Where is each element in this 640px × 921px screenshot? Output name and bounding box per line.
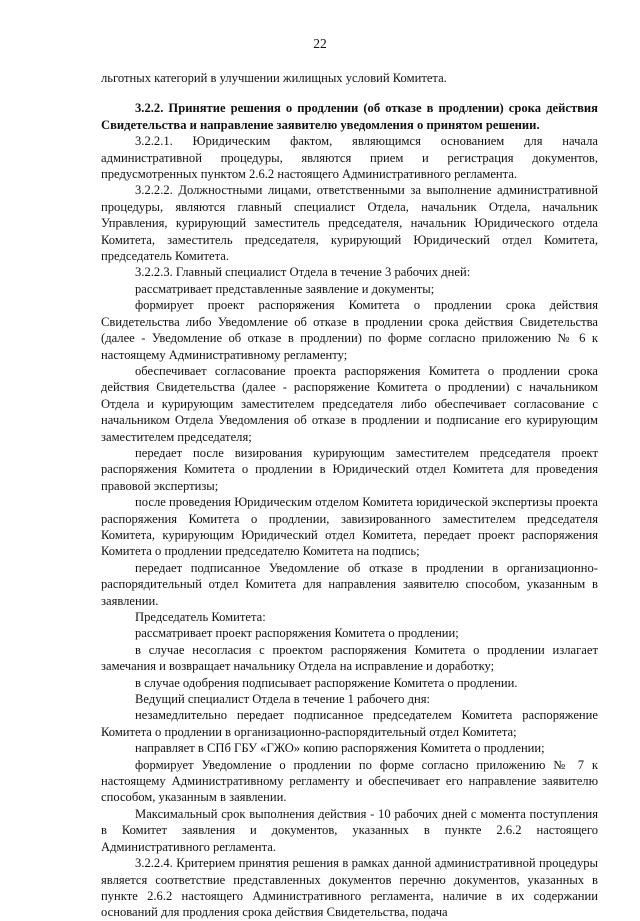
paragraph: Максимальный срок выполнения действия - 10 рабочих дней с момента поступления в Комитет заявления и документов, указанных в пункте 2.6.2 настоящего Административного регламента.	[101, 806, 598, 854]
paragraph: в случае одобрения подписывает распоряжение Комитета о продлении.	[135, 675, 518, 690]
paragraph: незамедлительно передает подписанное председателем Комитета распоряжение Комитета о продлении в организационно-распорядительный отдел Комитета;	[101, 708, 598, 739]
paragraph: Председатель Комитета:	[135, 610, 266, 624]
paragraph: 3.2.2.2. Должностными лицами, ответственными за выполнение административной процедуры, являются главный специалист Отдела, начальник Отдела, начальник Управления, курирующий заместитель председателя, начальник Юридического отдела Комитета, заместитель председателя, курирующий Юридический отдел Комитета, председатель Комитета.	[101, 183, 598, 264]
paragraph: передает после визирования курирующим заместителем председателя проект распоряжения Комитета о продлении в Юридический отдел Комитета для проведения правовой экспертизы;	[101, 445, 598, 493]
paragraph: формирует Уведомление о продлении по форме согласно приложению № 7 к настоящему Административному регламенту и обеспечивает его направление заявителю способом, указанным в заявлении.	[101, 757, 598, 805]
paragraph: 3.2.2.3. Главный специалист Отдела в течение 3 рабочих дней:	[135, 265, 471, 280]
paragraph: Ведущий специалист Отдела в течение 1 рабочего дня:	[135, 692, 431, 707]
paragraph: направляет в СПб ГБУ «ГЖО» копию распоряжения Комитета о продлении;	[135, 741, 545, 756]
paragraph: передает подписанное Уведомление об отказе в продлении в организационно-распорядительный отдел Комитета для направления заявителю способом, указанным в заявлении.	[101, 560, 598, 608]
paragraph: формирует проект распоряжения Комитета о продлении срока действия Свидетельства либо Уведомление об отказе в продлении срока действия Свидетельства (далее - Уведомление об отказе в продлении) по форме согласно приложению № 6 к настоящему Административному регламенту;	[101, 298, 598, 362]
paragraph: льготных категорий в улучшении жилищных условий Комитета.	[101, 71, 447, 85]
paragraph: 3.2.2.4. Критерием принятия решения в рамках данной административной процедуры является соответствие представленных документов перечню документов, указанных в пункте 2.6.2 настоящего Административного регламента, наличие в их содержании оснований для продления срока действия Свидетельства, подача	[101, 856, 598, 920]
document-body	[101, 70, 598, 921]
page-number: 22	[313, 36, 327, 51]
paragraph: рассматривает проект распоряжения Комитета о продлении;	[135, 626, 459, 641]
section-heading: 3.2.2. Принятие решения о продлении (об отказе в продлении) срока действия Свидетельства и направление заявителю уведомления о принятом решении.	[101, 101, 598, 132]
paragraph: рассматривает представленные заявление и документы;	[135, 281, 435, 296]
paragraph: после проведения Юридическим отделом Комитета юридической экспертизы проекта распоряжения Комитета о продлении, завизированного заместителем председателя Комитета, курирующим Юридический отдел Комитета, передает проект распоряжения Комитета о продлении председателю Комитета на подпись;	[101, 495, 598, 559]
paragraph: обеспечивает согласование проекта распоряжения Комитета о продлении срока действия Свидетельства (далее - распоряжение Комитета о продлении) с начальником Отдела и курирующим заместителем председателя либо обеспечивает согласование с начальником Отдела Уведомления об отказе в продлении и подписание его курирующим заместителем председателя;	[101, 363, 598, 444]
paragraph: в случае несогласия с проектом распоряжения Комитета о продлении излагает замечания и возвращает начальнику Отдела на исправление и доработку;	[101, 642, 598, 674]
paragraph: 3.2.2.1. Юридическим фактом, являющимся основанием для начала административной процедуры, являются прием и регистрация документов, предусмотренных пунктом 2.6.2 настоящего Административного регламента.	[101, 134, 598, 182]
